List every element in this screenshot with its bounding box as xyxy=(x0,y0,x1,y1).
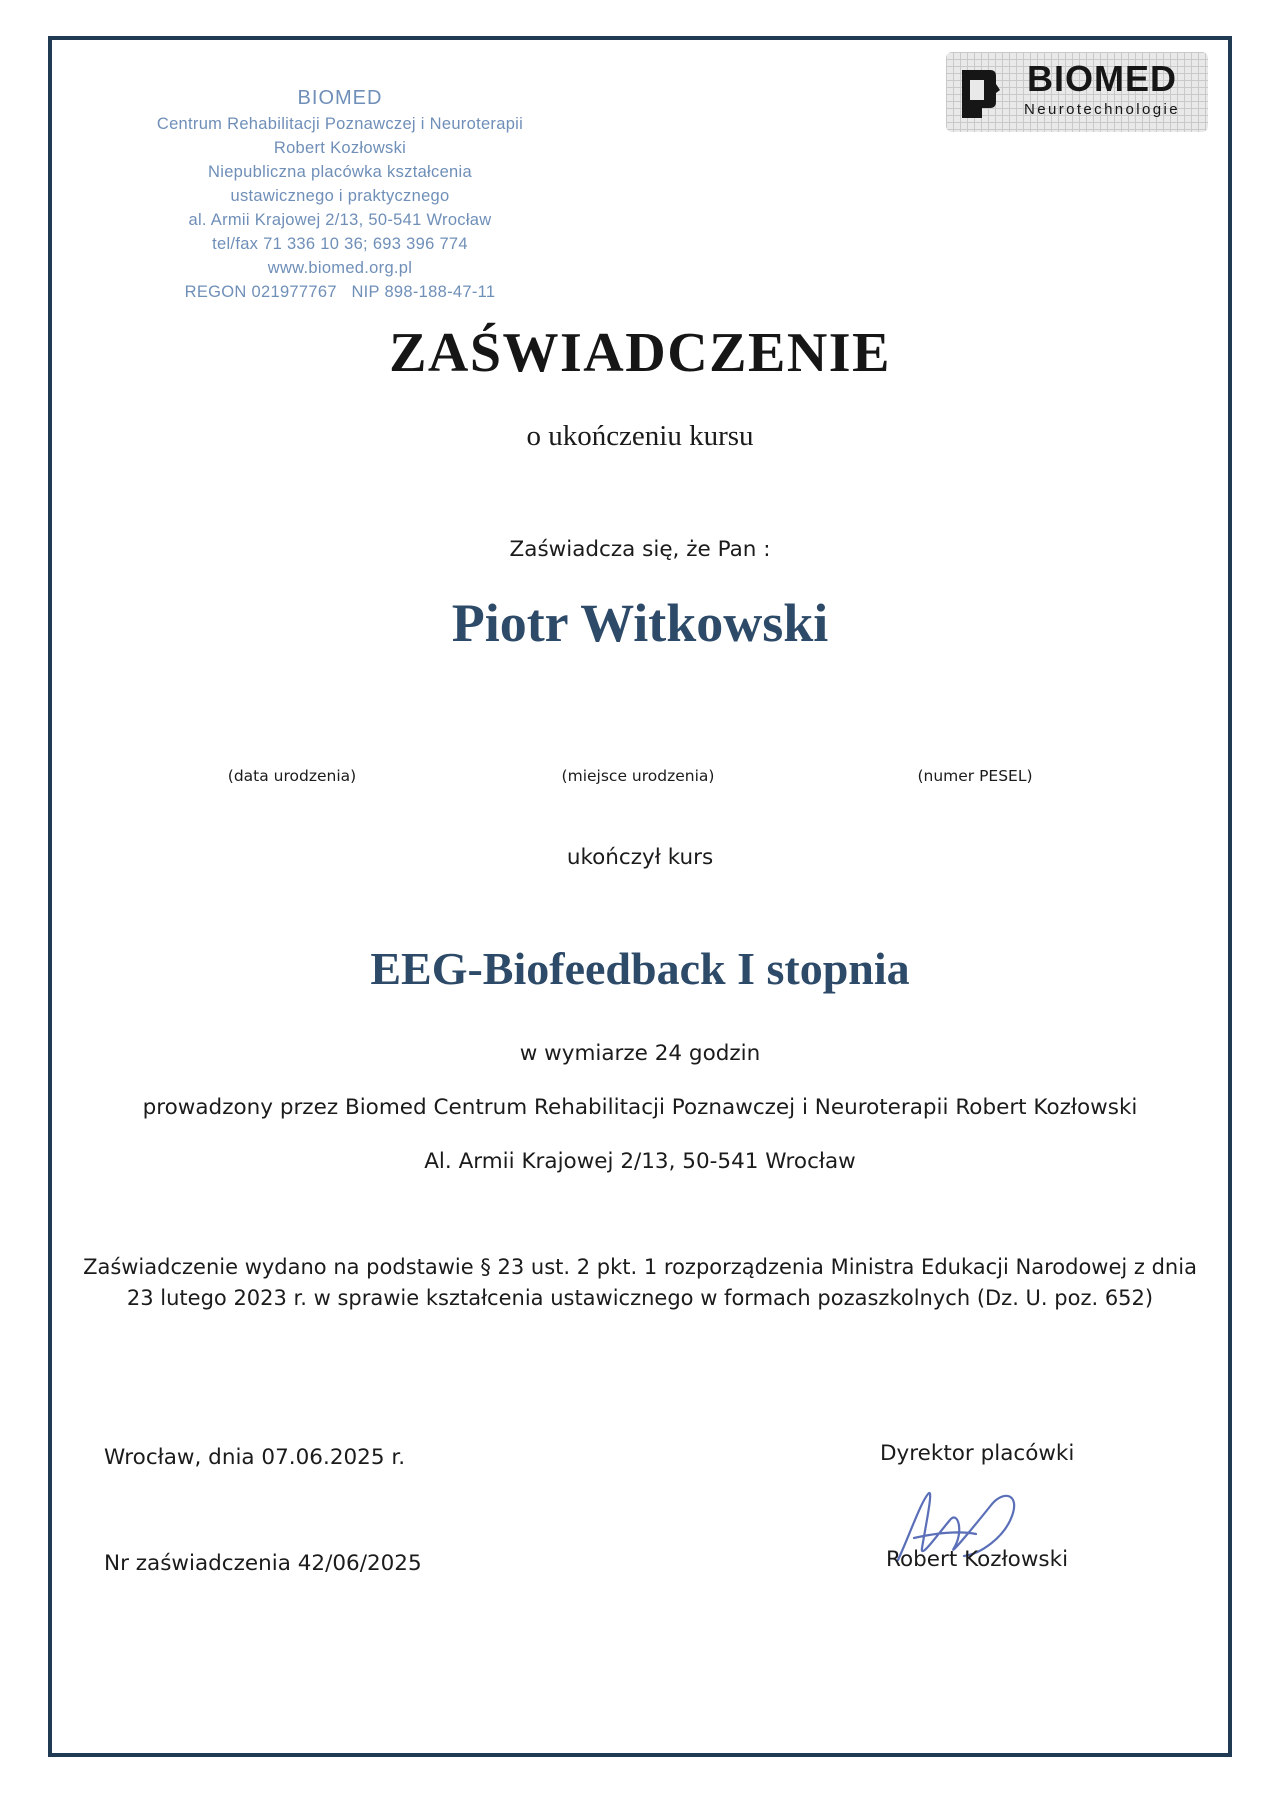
completed-line: ukończył kurs xyxy=(566,845,714,870)
head-profile-icon xyxy=(956,66,1000,118)
certifies-line: Zaświadcza się, że Pan : xyxy=(509,537,771,562)
biomed-logo xyxy=(946,52,1208,132)
stamp-line: www.biomed.org.pl xyxy=(267,259,413,277)
director-name: Robert Kozłowski xyxy=(886,1547,1069,1572)
address-line: Al. Armii Krajowej 2/13, 50-541 Wrocław xyxy=(424,1149,856,1174)
stamp-line: REGON 021977767 NIP 898-188-47-11 xyxy=(184,283,496,301)
stamp-line: al. Armii Krajowej 2/13, 50-541 Wrocław xyxy=(188,211,492,229)
hours-line: w wymiarze 24 godzin xyxy=(519,1041,761,1066)
legal-basis xyxy=(48,1252,1232,1314)
logo-subtitle: Neurotechnologie xyxy=(1024,101,1180,118)
pesel-label: (numer PESEL) xyxy=(917,767,1033,785)
organizer-line: prowadzony przez Biomed Centrum Rehabilitacji Poznawczej i Neuroterapii Robert Kozłowski xyxy=(142,1095,1138,1120)
stamp-line: tel/fax 71 336 10 36; 693 396 774 xyxy=(212,235,468,253)
director-title: Dyrektor placówki xyxy=(880,1441,1075,1466)
legal-line: 23 lutego 2023 r. w sprawie kształcenia ustawicznego w formach pozaszkolnych (Dz. U. poz. 652) xyxy=(126,1286,1154,1310)
document-subtitle: o ukończeniu kursu xyxy=(526,420,754,452)
stamp-line: Centrum Rehabilitacji Poznawczej i Neuroterapii xyxy=(156,115,524,133)
legal-line: Zaświadczenie wydano na podstawie § 23 ust. 2 pkt. 1 rozporządzenia Ministra Edukacji Narodowej z dnia xyxy=(83,1255,1197,1279)
institution-stamp xyxy=(110,84,570,304)
stamp-line: ustawicznego i praktycznego xyxy=(230,187,450,205)
person-name: Piotr Witkowski xyxy=(451,593,829,653)
stamp-line: BIOMED xyxy=(297,87,383,109)
stamp-line: Niepubliczna placówka kształcenia xyxy=(208,163,472,181)
certificate-number: Nr zaświadczenia 42/06/2025 xyxy=(104,1551,422,1576)
logo-name: BIOMED xyxy=(1027,58,1177,99)
course-name: EEG-Biofeedback I stopnia xyxy=(370,943,910,994)
document-title: ZAŚWIADCZENIE xyxy=(389,322,891,384)
stamp-line: Robert Kozłowski xyxy=(273,139,407,157)
birth-date-label: (data urodzenia) xyxy=(227,767,357,785)
birth-place-label: (miejsce urodzenia) xyxy=(561,767,715,785)
place-date: Wrocław, dnia 07.06.2025 r. xyxy=(104,1445,406,1470)
